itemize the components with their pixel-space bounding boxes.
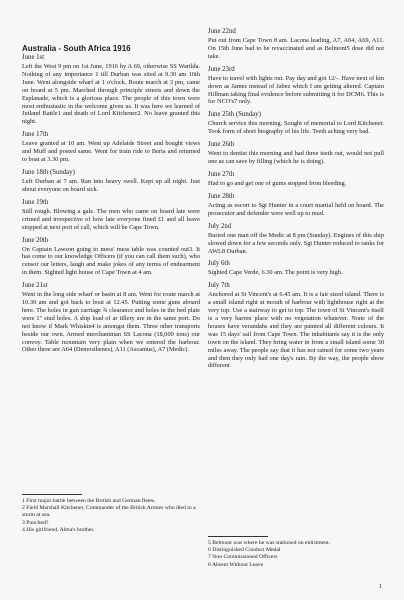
entry-date: July 2nd (208, 222, 232, 230)
entry-text: Went in the long side wharf or basin at 8 am. Went for route march at 10.30 am and got back to boat at 12.45. Putting some guns aboard here. The holes in gun carriage ¾ clearance and holes in the bed plate were 1" stud holes. A ship load of ar tillery are in the same port. Do not know if Mark Whiskin4 is amongst them. Three other transports beside our own. Armed merchantman SS Lacona (18,000 tons) our convoy. Table mountain very plain when we entered the harbour. Other three are A64 (Demosthenes), A11 (Ascanius), A7 (Medic). (22, 291, 200, 354)
entry-text: Acting as escort to Sgt Hunter in a court martial held on board. The prosecutor and defender were well up to mud. (208, 201, 384, 217)
footnote: 6 Distinguished Conduct Medal (208, 547, 281, 554)
left-footnotes (22, 494, 200, 534)
diary-entry (208, 260, 384, 277)
entry-date: June 22nd (208, 28, 236, 35)
diary-entry (22, 237, 200, 278)
diary-entry (208, 28, 384, 61)
entry-text: Church service this morning. Sought of memorial to Lord Kitchener. Took form of short biography of his life. Teeth aching very bad. (208, 120, 384, 136)
entry-date: June 28th (208, 192, 235, 200)
diary-entry (22, 54, 200, 126)
diary-entry (208, 223, 384, 256)
entry-text: Sighted Cape Verde, 6.30 am. The point is very high. (208, 269, 343, 277)
page-number: 1 (378, 583, 382, 590)
right-footnotes (208, 536, 384, 569)
entry-text: Put out from Cape Town 8 am. Lacona leading, A7, A64, A69, A11. On 15th June had to be revaccinated and as Belmont5 dose did not take. (208, 37, 384, 60)
entry-text: Had to go and get one of gums stopped from bleeding. (208, 179, 347, 187)
diary-entry (208, 141, 384, 166)
diary-entry (208, 282, 384, 370)
footnote: 4 His girlfriend, Alma's brother. (22, 526, 95, 533)
left-entries (22, 54, 200, 354)
footnote: 3 Punched? (22, 519, 49, 526)
entry-date: July 7th (208, 282, 230, 290)
entry-date: June 18th (Sunday) (22, 168, 75, 176)
diary-entry (208, 193, 384, 218)
diary-entry (22, 131, 200, 164)
diary-entry (22, 282, 200, 354)
diary-entry (208, 66, 384, 107)
footnote: 1 First major battle between the British and German fleets. (22, 498, 156, 504)
entry-date: June 25th (Sunday) (208, 111, 261, 119)
entry-text: Anchored at St Vincent's at 6.45 am. It is a fair sized island. There is a small island right at mouth of harbour with lighthouse right at the very top. Use a stairway to get to top. The town of St Vincent's itself is a very barren place with no vegetation whatever. None of the houses have verandahs and they are painted all different colours. It was 15 days' sail from Cape Town. The inhabitants say it is the only town on the island. They bring water in from a small island some 30 miles away. The people say that it has not rained for some two years and then they only had one day's rain. By the way, the people show different (208, 291, 384, 370)
right-column (208, 28, 384, 375)
entry-text: Leave granted at 10 am. Went up Adelaide Street and bought views and Muff and posted same. Went for train ride to Beria and returned to boat at 3.30 pm. (22, 140, 200, 164)
entry-date: July 6th (208, 260, 230, 268)
entry-date: June 19th (22, 198, 49, 206)
entry-date: June 27th (208, 170, 235, 178)
footnote-divider (208, 536, 268, 537)
entry-date: June 23rd (208, 65, 235, 73)
footnote-divider (22, 494, 82, 495)
footnote: 5 Belmont was where he was stationed on enlistment. (208, 540, 331, 546)
entry-text: Left Durban at 7 am. Ran into heavy swell. Kept up all night. Just about everyone on board sick. (22, 177, 200, 193)
entry-date: June 26th (208, 141, 235, 149)
entry-text: Buried one man off the Medic at 8 pm (Sunday). Engines of this ship slowed down for a few seconds only. Sgt Hunter reduced to ranks for AWL8 Durban. (208, 231, 384, 255)
footnote: 8 Absent Without Leave (208, 561, 264, 568)
diary-entry (208, 171, 384, 188)
footnote: 2 Field Marshall Kitchener, Commander of the British Armies who died in a storm at sea. (22, 505, 196, 519)
entry-date: June 1st (22, 54, 45, 61)
entry-text: Still rough. Blowing a gale. The men who came on board late were crimed and irrespective of how late everyone fined £1 and all leave stopped at next port of call, which will be Cape Town. (22, 207, 200, 231)
entry-date: June 17th (22, 131, 49, 139)
diary-entry (208, 111, 384, 136)
entry-date: June 20th (22, 236, 49, 244)
footnote: 7 Non Commissioned Officers (208, 554, 278, 561)
entry-text: On Captain Lawson going to mess' mess table was counted out3. It has come to our knowledge Officers (if you can call them such), who censor our letters, laugh and make jokes of any terms of endearment in them. Sighted light house of Cape Town at 4 am. (22, 245, 200, 277)
entry-date: June 21st (22, 282, 48, 290)
diary-entry (22, 169, 200, 194)
diary-entry (22, 199, 200, 232)
entry-text: Went to dentist this morning and had three teeth out, would not pull one as can save by filling (which he is doing). (208, 150, 384, 166)
document-title: Australia - South Africa 1916 (22, 44, 131, 53)
entry-text: Have to travel with lights out. Pay day and got 12/-. Have next of kin down as James instead of Jabez which I am getting altered. Captain Hillman taking final evidence before submitting it for DCM6. This is for NCO's7 only. (208, 74, 384, 106)
entry-text: Left the West 9 pm on 1st June, 1916 by A 69, otherwise SS Warilda. Nothing of any importance 1 till Durban was sited at 9.30 am 16th June. Went alongside wharf at 1 o'clock. Route march at 3 pm, came on board at 5 pm. Marched through principle streets and down the Esplanade, which is a glorious place. The people of this town were most enthusiastic in the welcome given us. It was here we learned of Jutland Battle1 and death of Lord Kitchener2. No leave granted this night. (22, 63, 200, 126)
left-column (22, 44, 200, 359)
